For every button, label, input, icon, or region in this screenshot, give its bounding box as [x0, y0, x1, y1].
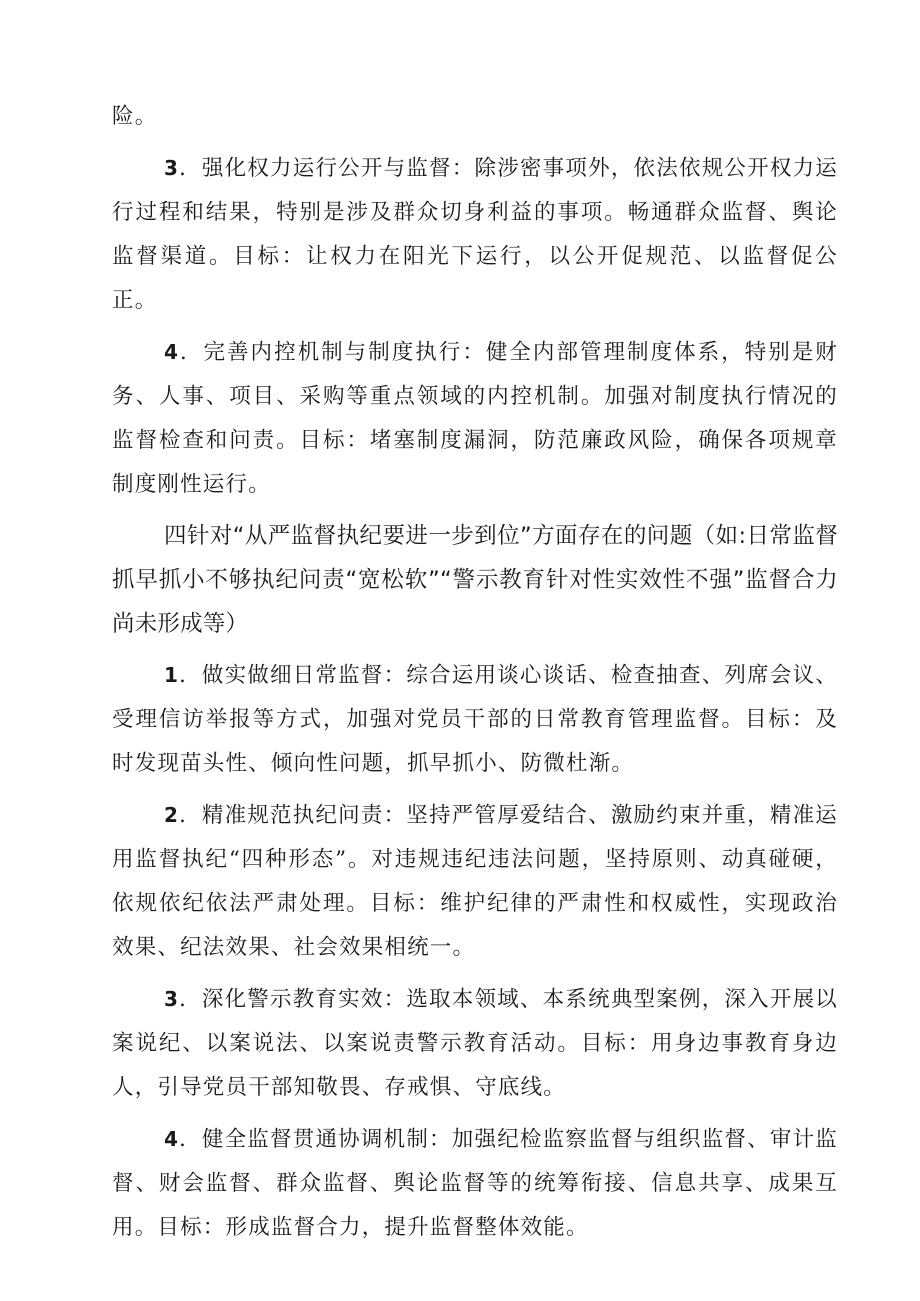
paragraph-continuation: 险。	[112, 104, 158, 129]
item-text: ．精准规范执纪问责：坚持严管厚爱结合、激励约束并重，精准运用监督执纪“四种形态”。对违规违纪违法问题，坚持原则、动真碰硬，依规依纪依法严肃处理。目标：维护纪律的严肃性和权威性，实现政治效果、纪法效果、社会效果相统一。	[112, 803, 838, 960]
item-text: ．做实做细日常监督：综合运用谈心谈话、检查抽查、列席会议、受理信访举报等方式，加强对党员干部的日常教育管理监督。目标：及时发现苗头性、倾向性问题，抓早抓小、防微杜渐。	[112, 663, 838, 776]
paragraph-item-b2	[112, 793, 838, 970]
item-text: ．深化警示教育实效：选取本领域、本系统典型案例，深入开展以案说纪、以案说法、以案说责警示教育活动。目标：用身边事教育身边人，引导党员干部知敬畏、存戒惧、守底线。	[112, 987, 838, 1100]
item-number: 4	[164, 1127, 180, 1151]
item-number: 4	[164, 340, 180, 364]
paragraph-item-b3	[112, 977, 838, 1110]
item-text: ．完善内控机制与制度执行：健全内部管理制度体系，特别是财务、人事、项目、采购等重点领域的内控机制。加强对制度执行情况的监督检查和问责。目标：堵塞制度漏洞，防范廉政风险，确保各项规章制度刚性运行。	[112, 340, 838, 497]
paragraph-item-b1	[112, 653, 838, 786]
item-number: 2	[164, 803, 180, 827]
paragraph-item-a4	[112, 330, 838, 507]
section-heading: 四针对“从严监督执纪要进一步到位”方面存在的问题（如:日常监督抓早抓小不够执纪问责“宽松软”“警示教育针对性实效性不强”监督合力尚未形成等）	[112, 523, 838, 637]
item-number: 1	[164, 663, 180, 687]
document-page	[112, 95, 838, 1257]
paragraph-item-a3	[112, 146, 838, 323]
item-text: ．强化权力运行公开与监督：除涉密事项外，依法依规公开权力运行过程和结果，特别是涉及群众切身利益的事项。畅通群众监督、舆论监督渠道。目标：让权力在阳光下运行，以公开促规范、以监督促公正。	[112, 156, 838, 313]
item-text: ．健全监督贯通协调机制：加强纪检监察监督与组织监督、审计监督、财会监督、群众监督、舆论监督等的统筹衔接、信息共享、成果互用。目标：形成监督合力，提升监督整体效能。	[112, 1127, 838, 1240]
item-number: 3	[164, 156, 180, 180]
item-number: 3	[164, 987, 180, 1011]
paragraph-item-b4	[112, 1117, 838, 1250]
